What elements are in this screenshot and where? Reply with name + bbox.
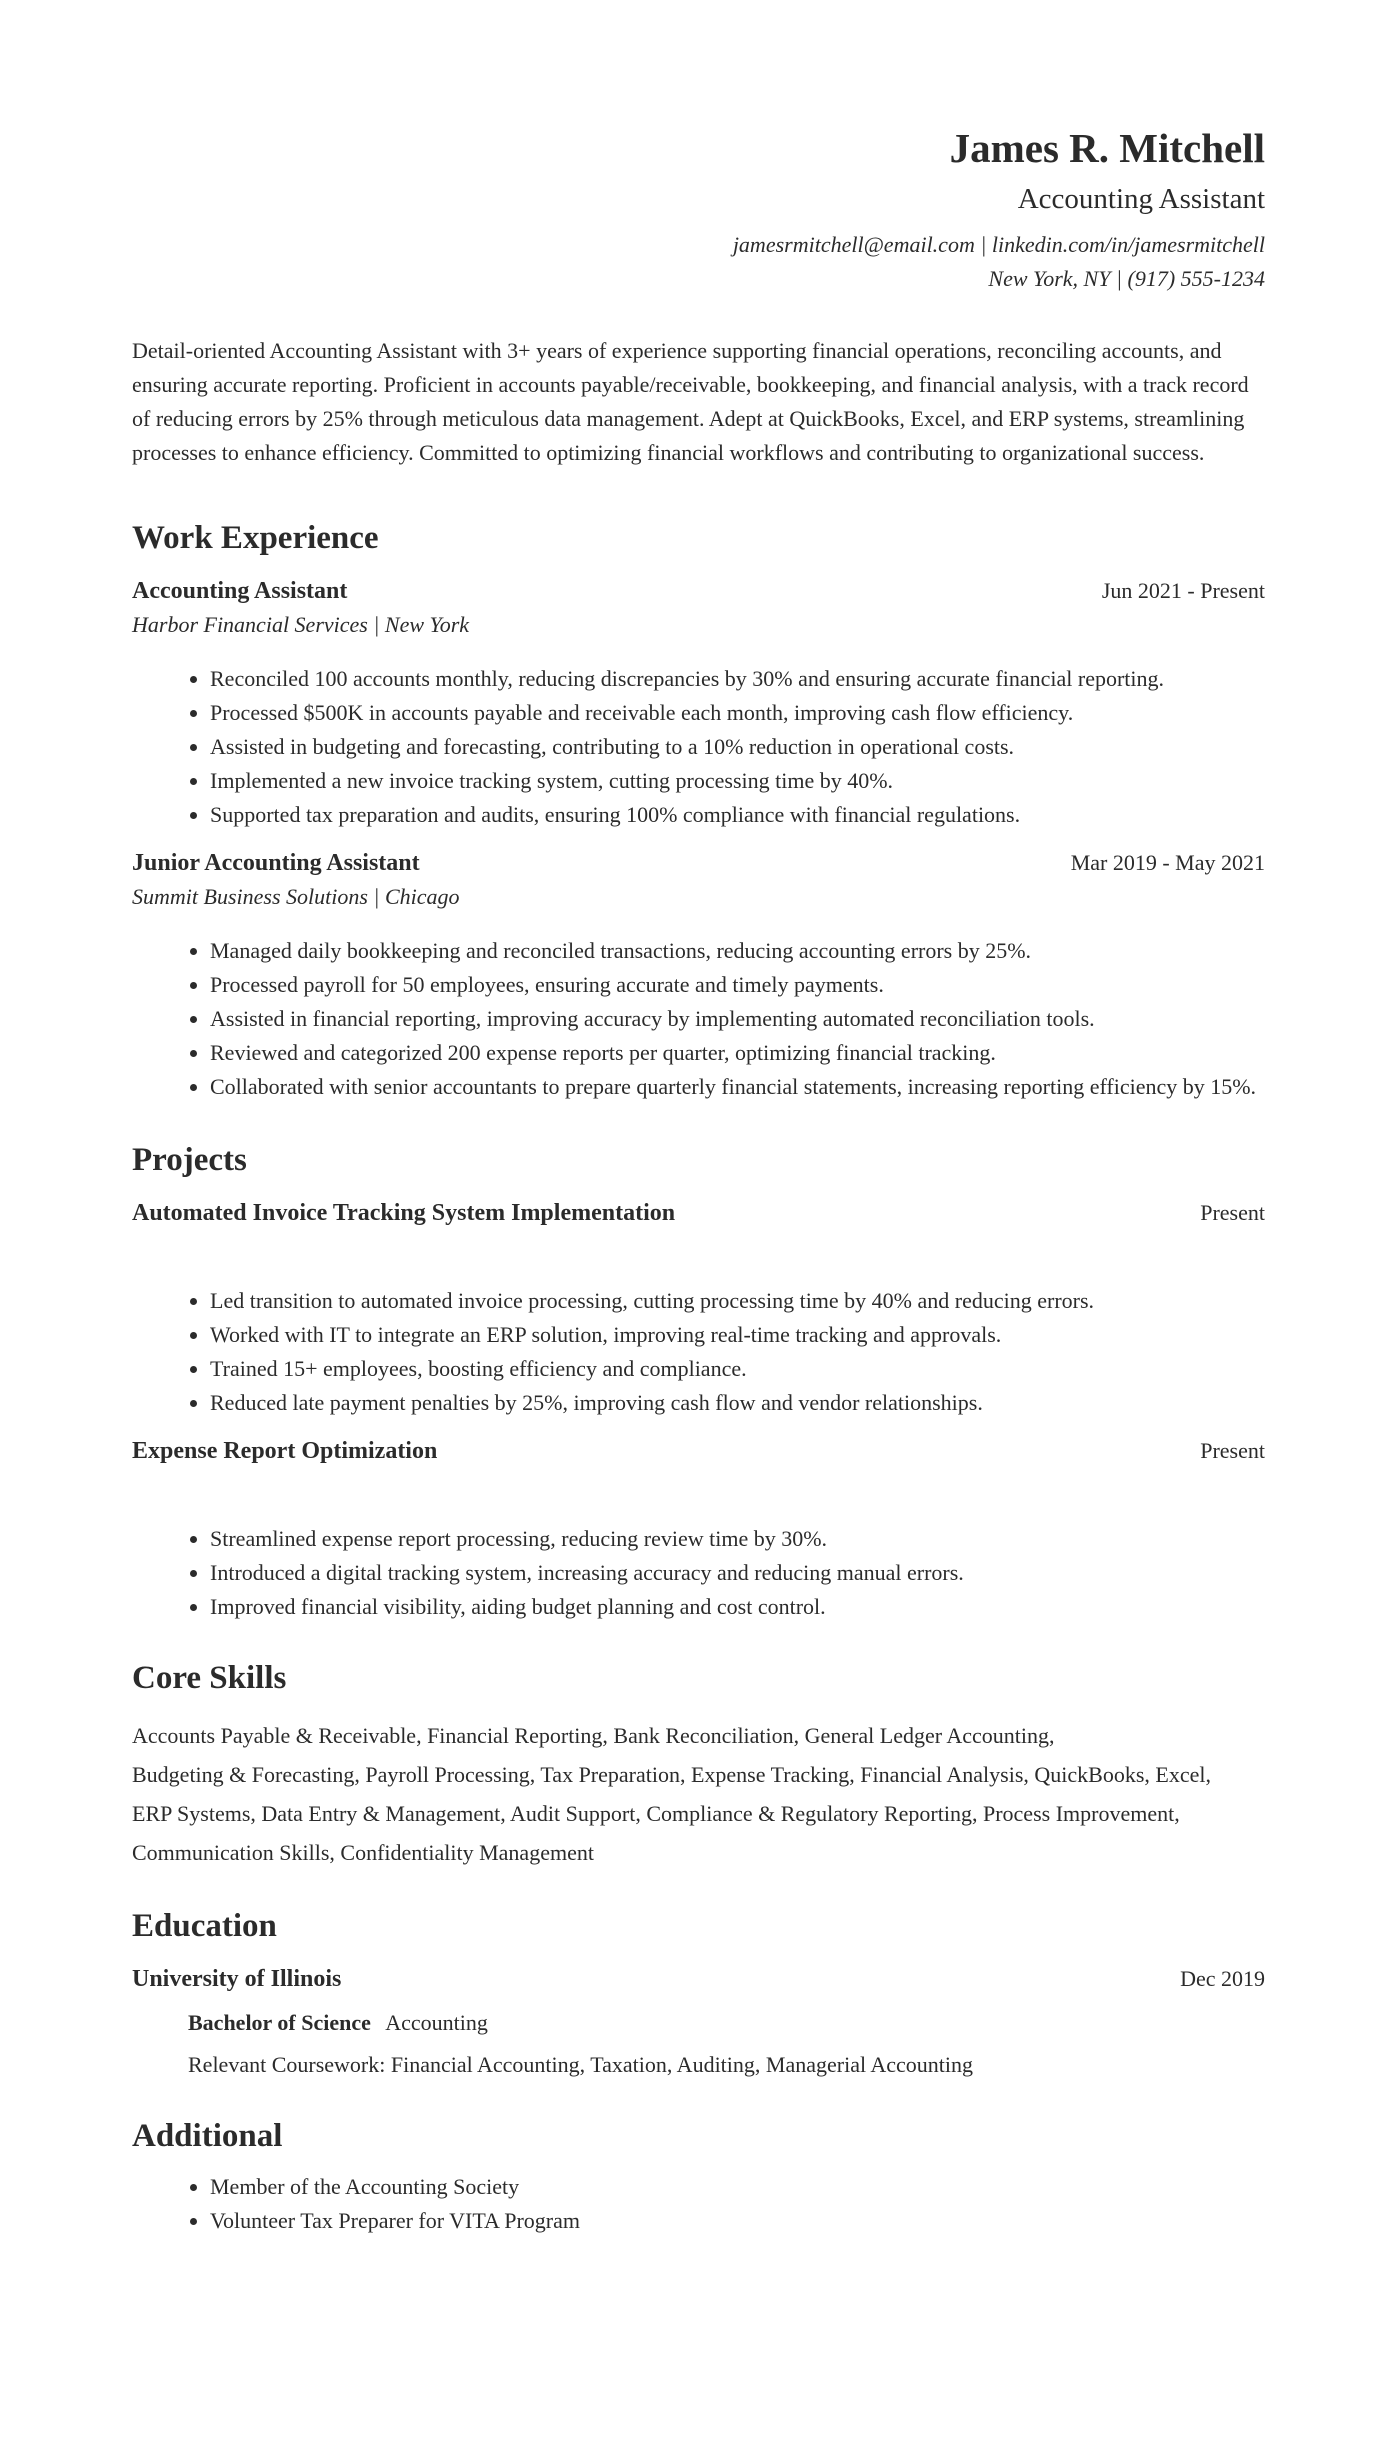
- job-company: Harbor Financial Services | New York: [132, 612, 470, 637]
- list-item: • Managed daily bookkeeping and reconciled transactions, reducing accounting errors by 25%.: [210, 934, 1265, 968]
- skills-list: [132, 1716, 1265, 1872]
- list-item: • Improved financial visibility, aiding budget planning and cost control.: [210, 1590, 1265, 1624]
- list-item: • Member of the Accounting Society: [210, 2170, 1265, 2204]
- coursework: Relevant Coursework: Financial Accounting, Taxation, Auditing, Managerial Accounting: [188, 2052, 974, 2077]
- list-item: • Supported tax preparation and audits, ensuring 100% compliance with financial regulations.: [210, 798, 1265, 832]
- job-entry: [132, 574, 1265, 832]
- project-date: Present: [1200, 1438, 1265, 1463]
- list-item: • Processed $500K in accounts payable and receivable each month, improving cash flow efficiency.: [210, 696, 1265, 730]
- project-bullets: [132, 1522, 1265, 1624]
- degree-name: Bachelor of Science: [188, 2010, 371, 2035]
- contact-line-email-linkedin: jamesrmitchell@email.com | linkedin.com/in/jamesrmitchell: [732, 232, 1265, 257]
- list-item: • Assisted in financial reporting, improving accuracy by implementing automated reconciliation tools.: [210, 1002, 1265, 1036]
- job-company: Summit Business Solutions | Chicago: [132, 884, 460, 909]
- skills-line: Communication Skills, Confidentiality Management: [132, 1840, 594, 1865]
- professional-summary: Detail-oriented Accounting Assistant with 3+ years of experience supporting financial operations, reconciling accounts, and ensuring accurate reporting. Proficient in accounts payable/receivable, bookkeeping, and financial analysis, with a track record of reducing errors by 25% through meticulous data management. Adept at QuickBooks, Excel, and ERP systems, streamlining processes to enhance efficiency. Committed to optimizing financial workflows and contributing to organizational success.: [132, 338, 1249, 465]
- list-item: • Reviewed and categorized 200 expense reports per quarter, optimizing financial tracking.: [210, 1036, 1265, 1070]
- job-header: [132, 846, 1265, 880]
- list-item: • Worked with IT to integrate an ERP solution, improving real-time tracking and approvals.: [210, 1318, 1265, 1352]
- list-item: • Introduced a digital tracking system, increasing accuracy and reducing manual errors.: [210, 1556, 1265, 1590]
- project-entry: [132, 1196, 1265, 1420]
- project-header: [132, 1434, 1265, 1468]
- list-item: • Implemented a new invoice tracking system, cutting processing time by 40%.: [210, 764, 1265, 798]
- job-title: Accounting Assistant: [132, 578, 348, 604]
- projects-section: [132, 1138, 1265, 1624]
- skills-line: Accounts Payable & Receivable, Financial Reporting, Bank Reconciliation, General Ledger Accounting,: [132, 1723, 1055, 1748]
- core-skills-section: [132, 1656, 1265, 1872]
- list-item: • Collaborated with senior accountants to prepare quarterly financial statements, increasing reporting efficiency by 15%.: [210, 1070, 1265, 1104]
- project-header: [132, 1196, 1265, 1230]
- job-title: Junior Accounting Assistant: [132, 850, 420, 876]
- job-bullets: [132, 934, 1265, 1104]
- resume-header: [132, 118, 1265, 296]
- list-item: • Trained 15+ employees, boosting efficiency and compliance.: [210, 1352, 1265, 1386]
- education-section: [132, 1904, 1265, 2082]
- contact-line-location-phone: New York, NY | (917) 555-1234: [988, 266, 1265, 291]
- school-name: University of Illinois: [132, 1966, 342, 1992]
- project-title: Automated Invoice Tracking System Implementation: [132, 1200, 676, 1226]
- contact-info: [132, 228, 1265, 296]
- candidate-title: Accounting Assistant: [1017, 183, 1265, 215]
- list-item: • Assisted in budgeting and forecasting, contributing to a 10% reduction in operational costs.: [210, 730, 1265, 764]
- list-item: • Reduced late payment penalties by 25%, improving cash flow and vendor relationships.: [210, 1386, 1265, 1420]
- section-heading-core-skills: Core Skills: [132, 1660, 287, 1696]
- project-bullets: [132, 1284, 1265, 1420]
- graduation-date: Dec 2019: [1180, 1966, 1265, 1991]
- list-item: • Volunteer Tax Preparer for VITA Program: [210, 2204, 1265, 2238]
- candidate-name: James R. Mitchell: [949, 125, 1265, 171]
- list-item: • Processed payroll for 50 employees, ensuring accurate and timely payments.: [210, 968, 1265, 1002]
- degree-line: [132, 2006, 1265, 2040]
- degree-major: Accounting: [385, 2010, 488, 2035]
- work-experience-section: [132, 516, 1265, 1104]
- job-entry: [132, 846, 1265, 1104]
- section-heading-projects: Projects: [132, 1142, 247, 1178]
- section-heading-education: Education: [132, 1908, 277, 1944]
- skills-line: ERP Systems, Data Entry & Management, Audit Support, Compliance & Regulatory Reporting, Process Improvement,: [132, 1801, 1180, 1826]
- project-title: Expense Report Optimization: [132, 1438, 438, 1464]
- additional-section: [132, 2114, 1265, 2238]
- job-date: Mar 2019 - May 2021: [1070, 850, 1265, 875]
- skills-line: Budgeting & Forecasting, Payroll Processing, Tax Preparation, Expense Tracking, Financial Analysis, QuickBooks, Excel,: [132, 1762, 1211, 1787]
- list-item: • Reconciled 100 accounts monthly, reducing discrepancies by 30% and ensuring accurate financial reporting.: [210, 662, 1265, 696]
- list-item: • Streamlined expense report processing, reducing review time by 30%.: [210, 1522, 1265, 1556]
- additional-bullets: [132, 2170, 1265, 2238]
- job-header: [132, 574, 1265, 608]
- project-date: Present: [1200, 1200, 1265, 1225]
- education-header: [132, 1962, 1265, 1996]
- section-heading-additional: Additional: [132, 2118, 283, 2154]
- list-item: • Led transition to automated invoice processing, cutting processing time by 40% and reducing errors.: [210, 1284, 1265, 1318]
- project-entry: [132, 1434, 1265, 1624]
- job-date: Jun 2021 - Present: [1101, 578, 1265, 603]
- section-heading-work-experience: Work Experience: [132, 520, 379, 556]
- job-bullets: [132, 662, 1265, 832]
